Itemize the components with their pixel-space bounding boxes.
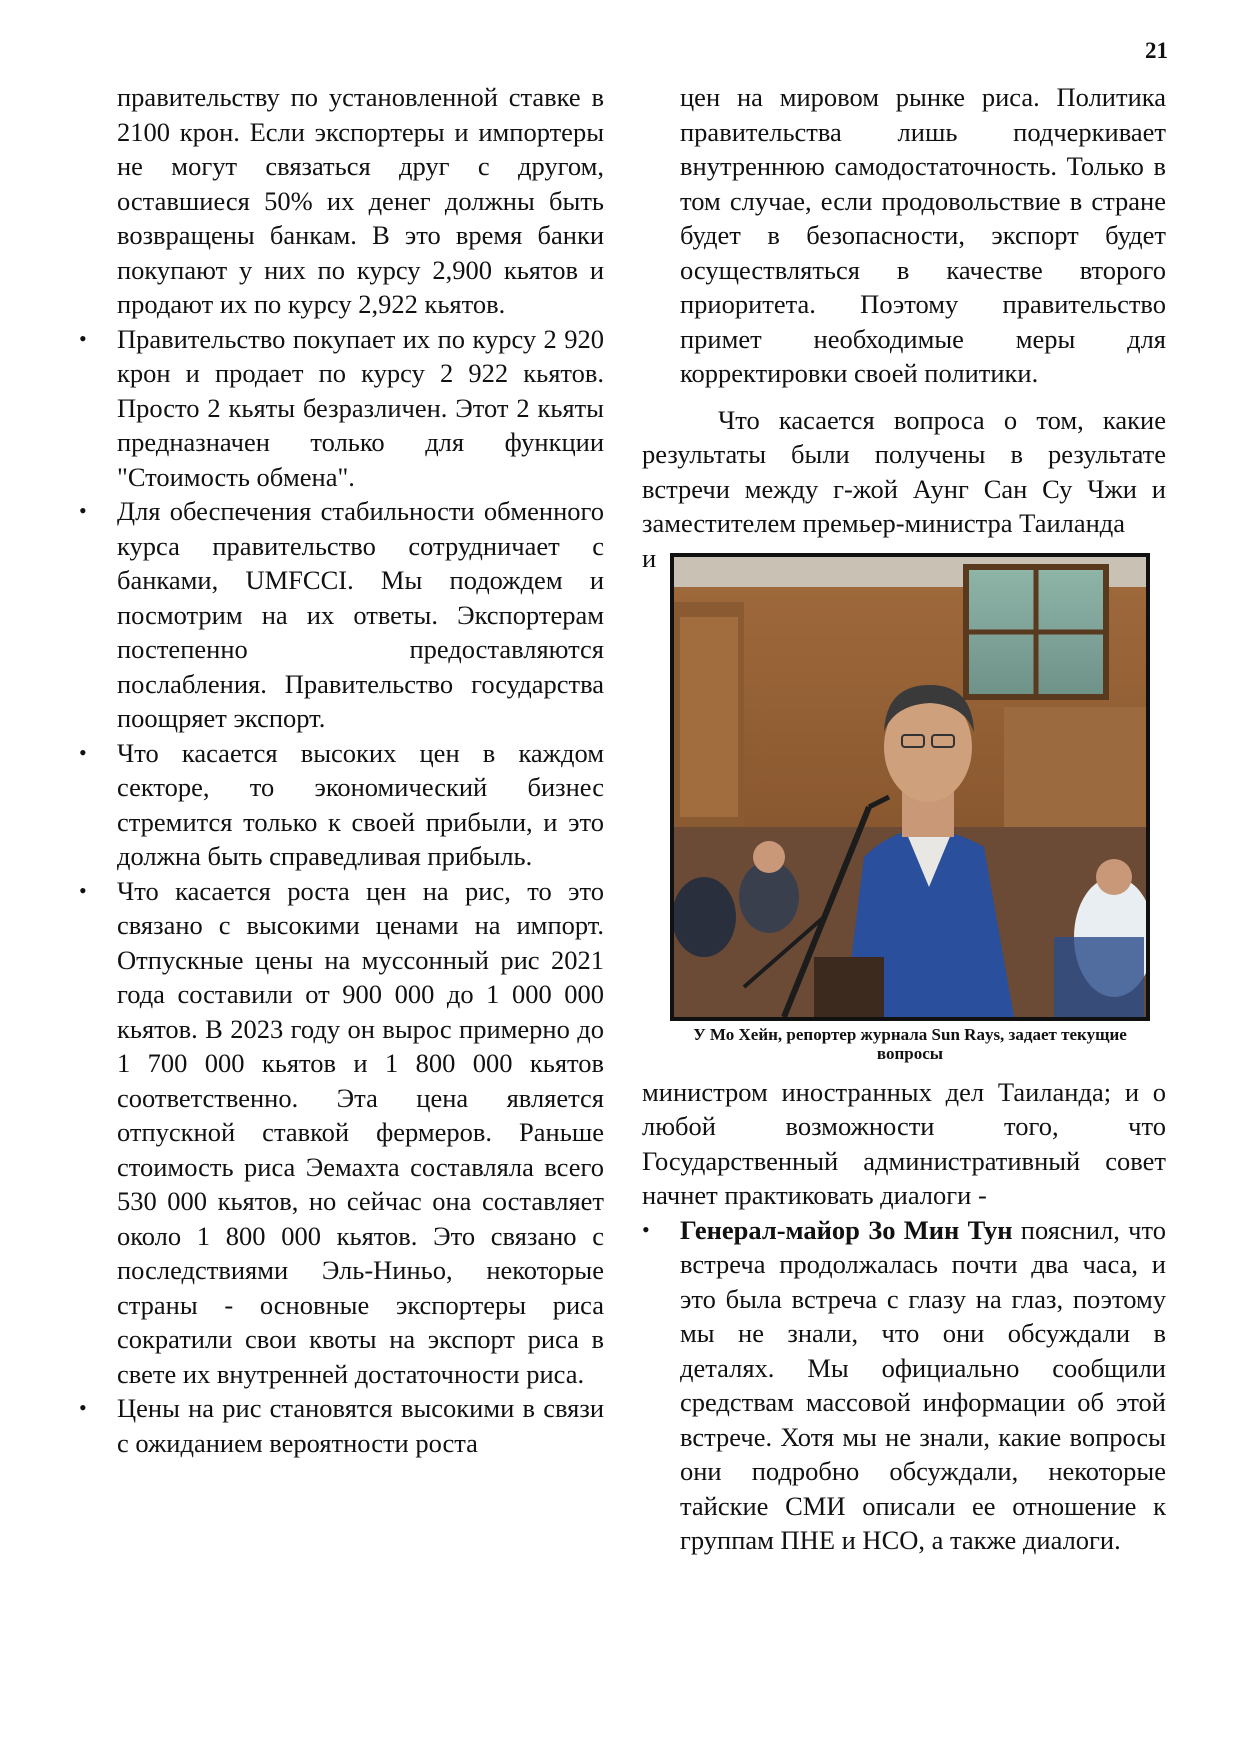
bullet-icon: • bbox=[642, 1216, 650, 1242]
paragraph-before-photo: Что касается вопроса о том, какие результаты были получены в результате встречи между г-жой Аунг Сан Су Чжи и заместителем премьер-министра Таиланда bbox=[642, 404, 1166, 538]
bullet-icon: • bbox=[79, 739, 87, 765]
list-item-text: Что касается высоких цен в каждом секторе, то экономический бизнес стремится только к своей прибыли, и это должна быть справедливая прибыль. bbox=[117, 737, 604, 871]
bullet-icon: • bbox=[79, 1395, 87, 1420]
list-item bbox=[79, 494, 604, 736]
list-item-text: Для обеспечения стабильности обменного курса правительство сотрудничает с банками, UMFCCI. Мы подождем и посмотрим на их ответы. Экспортерам постепенно предоставляются послабления. Правительство государства поощряет экспорт. bbox=[117, 496, 604, 733]
reporter-photo-image bbox=[674, 557, 1146, 1017]
list-item bbox=[642, 1213, 1166, 1558]
left-intro-paragraph: правительству по установленной ставке в 2100 крон. Если экспортеры и импортеры не могут связаться друг с другом, оставшиеся 50% их денег должны быть возвращены банкам. В это время банки покупают у них по курсу 2,900 кьятов и продают их по курсу 2,922 кьятов. bbox=[117, 82, 604, 319]
reporter-photo bbox=[670, 553, 1150, 1021]
bullet-icon: • bbox=[79, 498, 87, 523]
photo-caption: У Мо Хейн, репортер журнала Sun Rays, задает текущие вопросы bbox=[693, 1024, 1127, 1063]
right-bullet-list bbox=[642, 1213, 1166, 1558]
speaker-name: Генерал-майор Зо Мин Тун bbox=[680, 1214, 1013, 1245]
left-column bbox=[79, 80, 604, 1460]
list-item-text: Что касается роста цен на рис, то это связано с высокими ценами на импорт. Отпускные цены на муссонный рис 2021 года составили от 900 000 до 1 000 000 кьятов. В 2023 году он вырос примерно до 1 700 000 кьятов и 1 800 000 кьятов соответственно. Эта цена является отпускной ставкой фермеров. Раньше стоимость риса Эемахта составляла всего 530 000 кьятов, но сейчас она составляет около 1 800 000 кьятов. Это связано с последствиями Эль-Ниньо, некоторые страны - основные экспортеры риса сократили свои квоты на экспорт риса в свете их внутренней достаточности риса. bbox=[117, 875, 604, 1389]
list-item-text: Цены на рис становятся высокими в связи с ожиданием вероятности роста bbox=[117, 1393, 604, 1458]
list-item bbox=[79, 322, 604, 495]
list-item bbox=[79, 736, 604, 874]
paragraph-after-photo: министром иностранных дел Таиланда; и о любой возможности того, что Государственный административный совет начнет практиковать диалоги - bbox=[642, 1076, 1166, 1210]
list-item-text: пояснил, что встреча продолжалась почти два часа, и это была встреча с глазу на глаз, поэтому мы не знали, что они обсуждали в деталях. Мы официально сообщили средствам массовой информации об этой встрече. Хотя мы не знали, какие вопросы они подробно обсуждали, некоторые тайские СМИ описали ее отношение к группам ПНЕ и НСО, а также диалоги. bbox=[680, 1214, 1166, 1555]
right-continuation-paragraph: цен на мировом рынке риса. Политика правительства лишь подчеркивает внутреннюю самодостаточность. Только в том случае, если продовольствие в стране будет в безопасности, экспорт будет осуществляться в качестве второго приоритета. Поэтому правительство примет необходимые меры для корректировки своей политики. bbox=[680, 82, 1166, 388]
page-number: 21 bbox=[1145, 38, 1168, 63]
bullet-icon: • bbox=[79, 877, 87, 903]
left-bullet-list bbox=[79, 322, 604, 1461]
list-item bbox=[79, 1391, 604, 1460]
list-item-text: Правительство покупает их по курсу 2 920 крон и продает по курсу 2 922 кьятов. Просто 2 кьяты безразличен. Этот 2 кьяты предназначен только для функции "Стоимость обмена". bbox=[117, 323, 604, 492]
bullet-icon: • bbox=[79, 325, 87, 351]
list-item bbox=[79, 874, 604, 1392]
right-column: цен на мировом рынке риса. Политика правительства лишь подчеркивает внутреннюю самодостаточность. Только в том случае, если продовольствие в стране будет в безопасности, экспорт будет осуществляться в качестве второго приоритета. Поэтому правительство примет необходимые меры для корректировки своей политики. Что касается вопроса о том, какие результаты были получены в результате встречи между г-жой Аунг Сан Су Чжи и заместителем премьер-министра Таиланда и У Мо Хейн, репортер журнала Sun Rays, задает текущие вопросы министром иностранных дел Таиланда; и о любой возможности того, что Государственный административный совет начнет практиковать диалоги - • Генерал-майор Зо Мин Тун пояснил, что встреча продолжалась почти два часа, и это была встреча с глазу на глаз, поэтому мы не знали, что они обсуждали в деталях. Мы официально сообщили средствам массовой информации об этой встрече. Хотя мы не знали, какие вопросы они подробно обсуждали, некоторые тайские СМИ описали ее отношение к группам ПНЕ и НСО, а также диалоги. bbox=[642, 80, 1166, 1558]
